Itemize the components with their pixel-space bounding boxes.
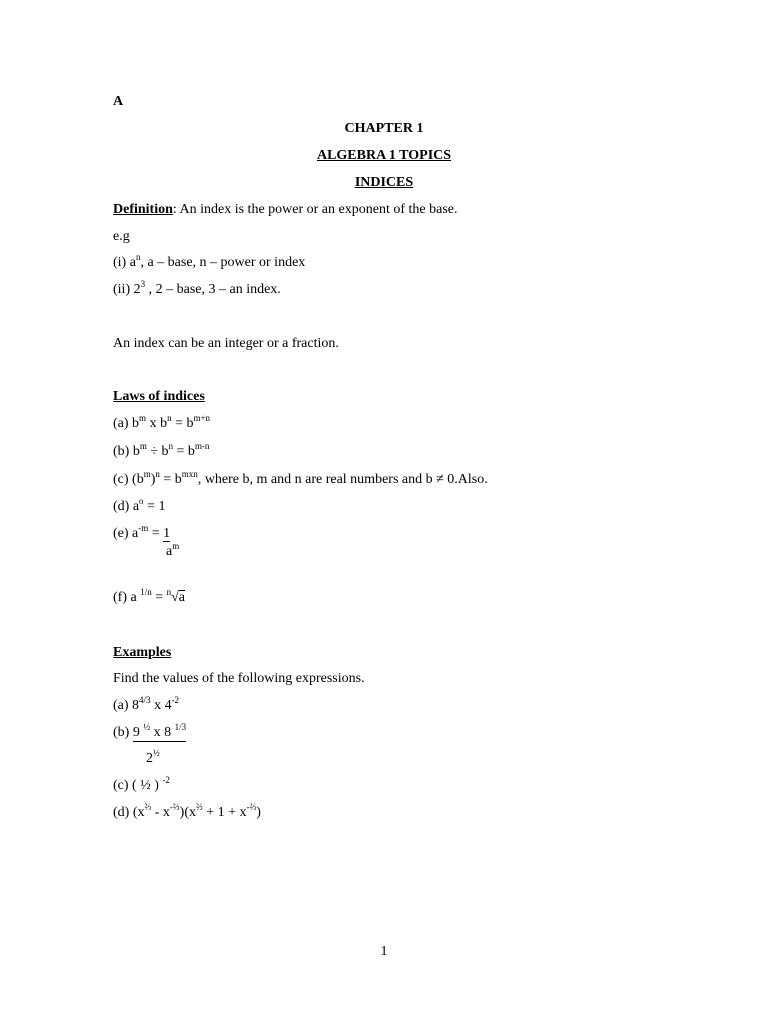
corner-mark: A [113, 94, 124, 109]
example-a [113, 695, 180, 713]
example-c-part: (c) ( ½ ) [113, 778, 163, 793]
example-d-sup: ⅔ [196, 802, 203, 812]
example-b-denominator [146, 748, 160, 766]
law-f-radical [171, 590, 185, 605]
example-ii-exponent: 3 [140, 279, 146, 289]
law-a-sup: n [167, 413, 172, 423]
law-f-radical-text: √a [171, 590, 186, 605]
example-b-label: (b) [113, 725, 133, 740]
example-ii-base: (ii) 2 [113, 282, 141, 297]
law-a-sup: m [139, 413, 147, 423]
law-d-part: (d) a [113, 499, 140, 514]
law-b-part: (b) b [113, 444, 140, 459]
law-f-part: (f) a [113, 590, 141, 605]
example-d-part: - x [151, 805, 170, 820]
law-c-sup: m [143, 469, 151, 479]
example-a-sup: 4/3 [139, 695, 151, 705]
chapter-title: CHAPTER 1 [344, 121, 424, 136]
example-d-part: )(x [179, 805, 196, 820]
example-b-num-sup: ½ [143, 722, 151, 732]
law-e [113, 523, 171, 541]
radical-bar [179, 590, 185, 591]
example-i-exponent: n [135, 252, 141, 262]
law-f [113, 587, 186, 605]
law-a-part: (a) b [113, 416, 140, 431]
law-b-sup: m [139, 441, 147, 451]
example-i [113, 252, 306, 270]
definition-text: : An index is the power or an exponent of the base. [172, 202, 458, 217]
law-c-part: = b [159, 472, 182, 487]
law-e-numerator: 1 [163, 526, 171, 541]
index-note: An index can be an integer or a fraction. [113, 336, 339, 351]
law-c-part: , where b, m and n are real numbers and b ≠ 0.Also. [197, 472, 488, 487]
law-e-denominator [166, 541, 180, 559]
subject-title-wrap [0, 149, 768, 163]
law-b-part: ÷ b [146, 444, 169, 459]
example-b [113, 722, 187, 740]
law-b-sup: m-n [194, 441, 210, 451]
eg-label: e.g [113, 229, 130, 244]
law-e-part: = [148, 526, 164, 541]
law-d [113, 496, 166, 514]
example-ii-text: , 2 – base, 3 – an index. [145, 282, 281, 297]
example-a-part: x 4 [150, 698, 172, 713]
law-c-part: ) [150, 472, 156, 487]
page-number: 1 [380, 944, 388, 959]
law-e-part: (e) a [113, 526, 139, 541]
law-b-part: = b [173, 444, 195, 459]
example-a-sup: -2 [171, 695, 180, 705]
example-i-text: , a – base, n – power or index [140, 255, 306, 270]
example-c-sup: -2 [162, 775, 170, 785]
law-f-part: = [151, 590, 167, 605]
law-c-sup: n [155, 469, 160, 479]
example-d-sup: -⅔ [246, 802, 257, 812]
law-b [113, 441, 210, 459]
law-f-root-index: n [166, 587, 172, 597]
example-ii [113, 279, 281, 297]
laws-heading: Laws of indices [113, 389, 205, 404]
example-c [113, 775, 170, 793]
example-a-part: (a) 8 [113, 698, 140, 713]
law-e-den-sup: m [172, 541, 180, 551]
subject-title: ALGEBRA 1 TOPICS [316, 148, 452, 163]
example-b-numerator [132, 722, 187, 742]
law-b-sup: n [168, 441, 174, 451]
law-a-sup: m+n [193, 413, 211, 423]
example-b-num-part: x 8 [150, 725, 175, 740]
topic-title: INDICES [354, 175, 414, 190]
example-b-num-part: 9 [132, 725, 144, 740]
example-d-part: + 1 + x [202, 805, 247, 820]
definition-line [113, 203, 457, 217]
law-c [113, 469, 488, 487]
law-a-part: = b [171, 416, 194, 431]
example-d-sup: ⅔ [144, 802, 152, 812]
example-d-part: ) [256, 805, 261, 820]
law-d-part: = 1 [143, 499, 166, 514]
definition-label: Definition [113, 202, 173, 217]
law-f-sup: 1/n [140, 587, 152, 597]
law-a [113, 413, 211, 431]
law-c-part: (c) (b [113, 472, 144, 487]
example-b-den-sup: ½ [153, 748, 160, 758]
example-b-num-sup: 1/3 [174, 722, 187, 732]
example-d-sup: -⅔ [169, 802, 180, 812]
examples-prompt: Find the values of the following expressions. [113, 671, 365, 686]
topic-title-wrap [0, 176, 768, 190]
law-d-sup: o [139, 496, 144, 506]
examples-heading: Examples [113, 645, 172, 660]
example-d-part: (d) (x [113, 805, 145, 820]
example-i-base: (i) a [113, 255, 136, 270]
example-b-den-base: 2 [146, 751, 153, 766]
example-d [113, 802, 261, 820]
law-e-sup: -m [138, 523, 149, 533]
law-a-part: x b [146, 416, 168, 431]
law-e-den-base: a [166, 544, 173, 559]
law-c-sup: mxn [181, 469, 198, 479]
